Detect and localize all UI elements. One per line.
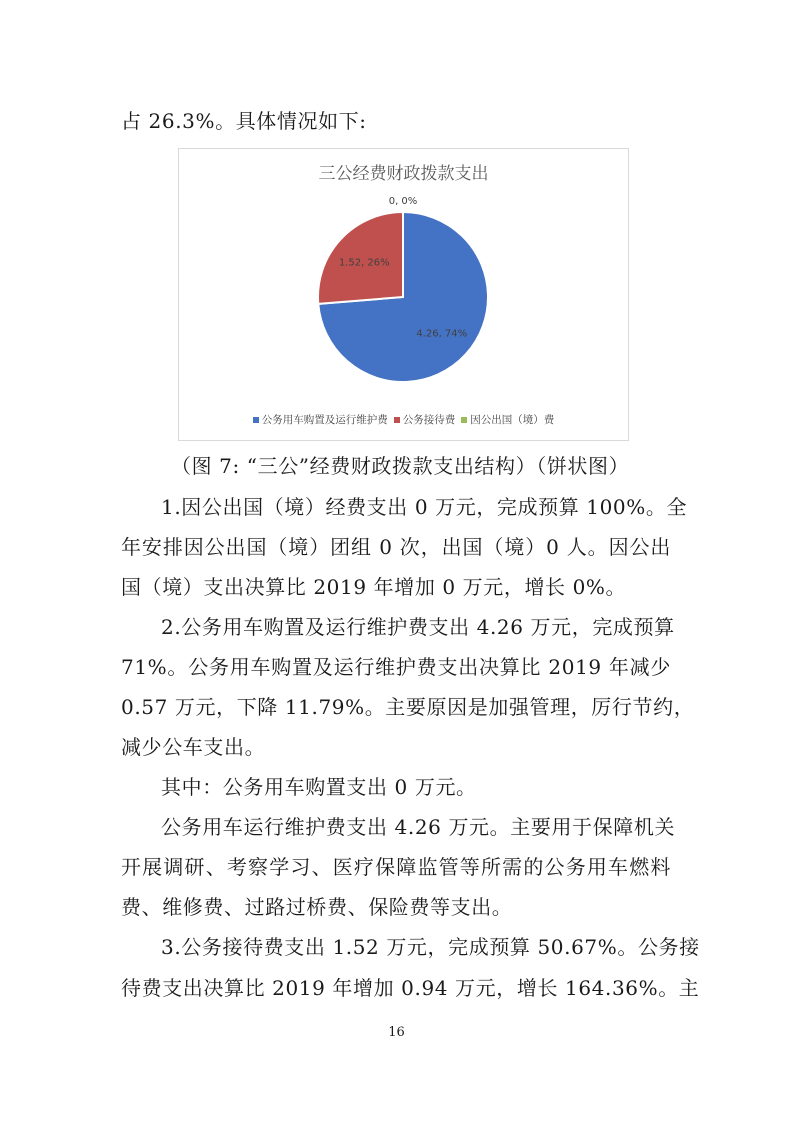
paragraph-4-line-3: 费、维修费、过路过桥费、保险费等支出。 [121,895,513,919]
paragraph-4-line-1: 公务用车运行维护费支出 4.26 万元。主要用于保障机关 [161,815,676,839]
paragraph-5-line-2: 待费支出决算比 2019 年增加 0.94 万元，增长 164.36%。主 [121,976,700,1000]
pie-chart [178,148,629,441]
paragraph-2-line-4: 减少公车支出。 [121,735,266,759]
paragraph-5-line-1: 3.公务接待费支出 1.52 万元，完成预算 50.67%。公务接 [161,935,700,959]
legend-swatch [253,417,259,423]
paragraph-2-line-3: 0.57 万元，下降 11.79%。主要原因是加强管理，厉行节约， [121,695,695,719]
paragraph-4-line-2: 开展调研、考察学习、医疗保障监管等所需的公务用车燃料 [121,855,671,879]
chart-title: 三公经费财政拨款支出 [318,164,489,184]
paragraph-1-line-1: 1.因公出国（境）经费支出 0 万元，完成预算 100%。全 [161,495,688,519]
legend-label: 公务用车购置及运行维护费 [261,414,388,426]
legend-item-3 [461,412,554,427]
intro-line: 占 26.3%。具体情况如下: [121,109,367,133]
paragraph-2-line-2: 71%。公务用车购置及运行维护费支出决算比 2019 年减少 [121,655,671,679]
paragraph-3-line-1: 其中：公务用车购置支出 0 万元。 [161,775,477,799]
legend-swatch [461,417,467,423]
legend-item-1 [253,412,388,427]
legend-label: 公务接待费 [402,414,456,426]
figure-caption: （图 7: “三公”经费财政拨款支出结构）（饼状图） [171,454,630,478]
paragraph-1-line-3: 国（境）支出决算比 2019 年增加 0 万元，增长 0%。 [121,575,627,599]
pie-data-label-1: 4.26, 74% [416,328,468,340]
legend-swatch [394,417,400,423]
paragraph-2-line-1: 2.公务用车购置及运行维护费支出 4.26 万元，完成预算 [161,615,675,639]
pie-data-label-3: 0, 0% [388,196,418,207]
pie-chart-svg [179,149,628,440]
legend-item-2 [394,412,456,427]
page-number: 16 [388,1025,405,1040]
pie-data-label-2: 1.52, 26% [338,257,390,269]
chart-legend [179,412,628,427]
legend-label: 因公出国（境）费 [470,414,555,426]
paragraph-1-line-2: 年安排因公出国（境）团组 0 次，出国（境）0 人。因公出 [121,535,671,559]
